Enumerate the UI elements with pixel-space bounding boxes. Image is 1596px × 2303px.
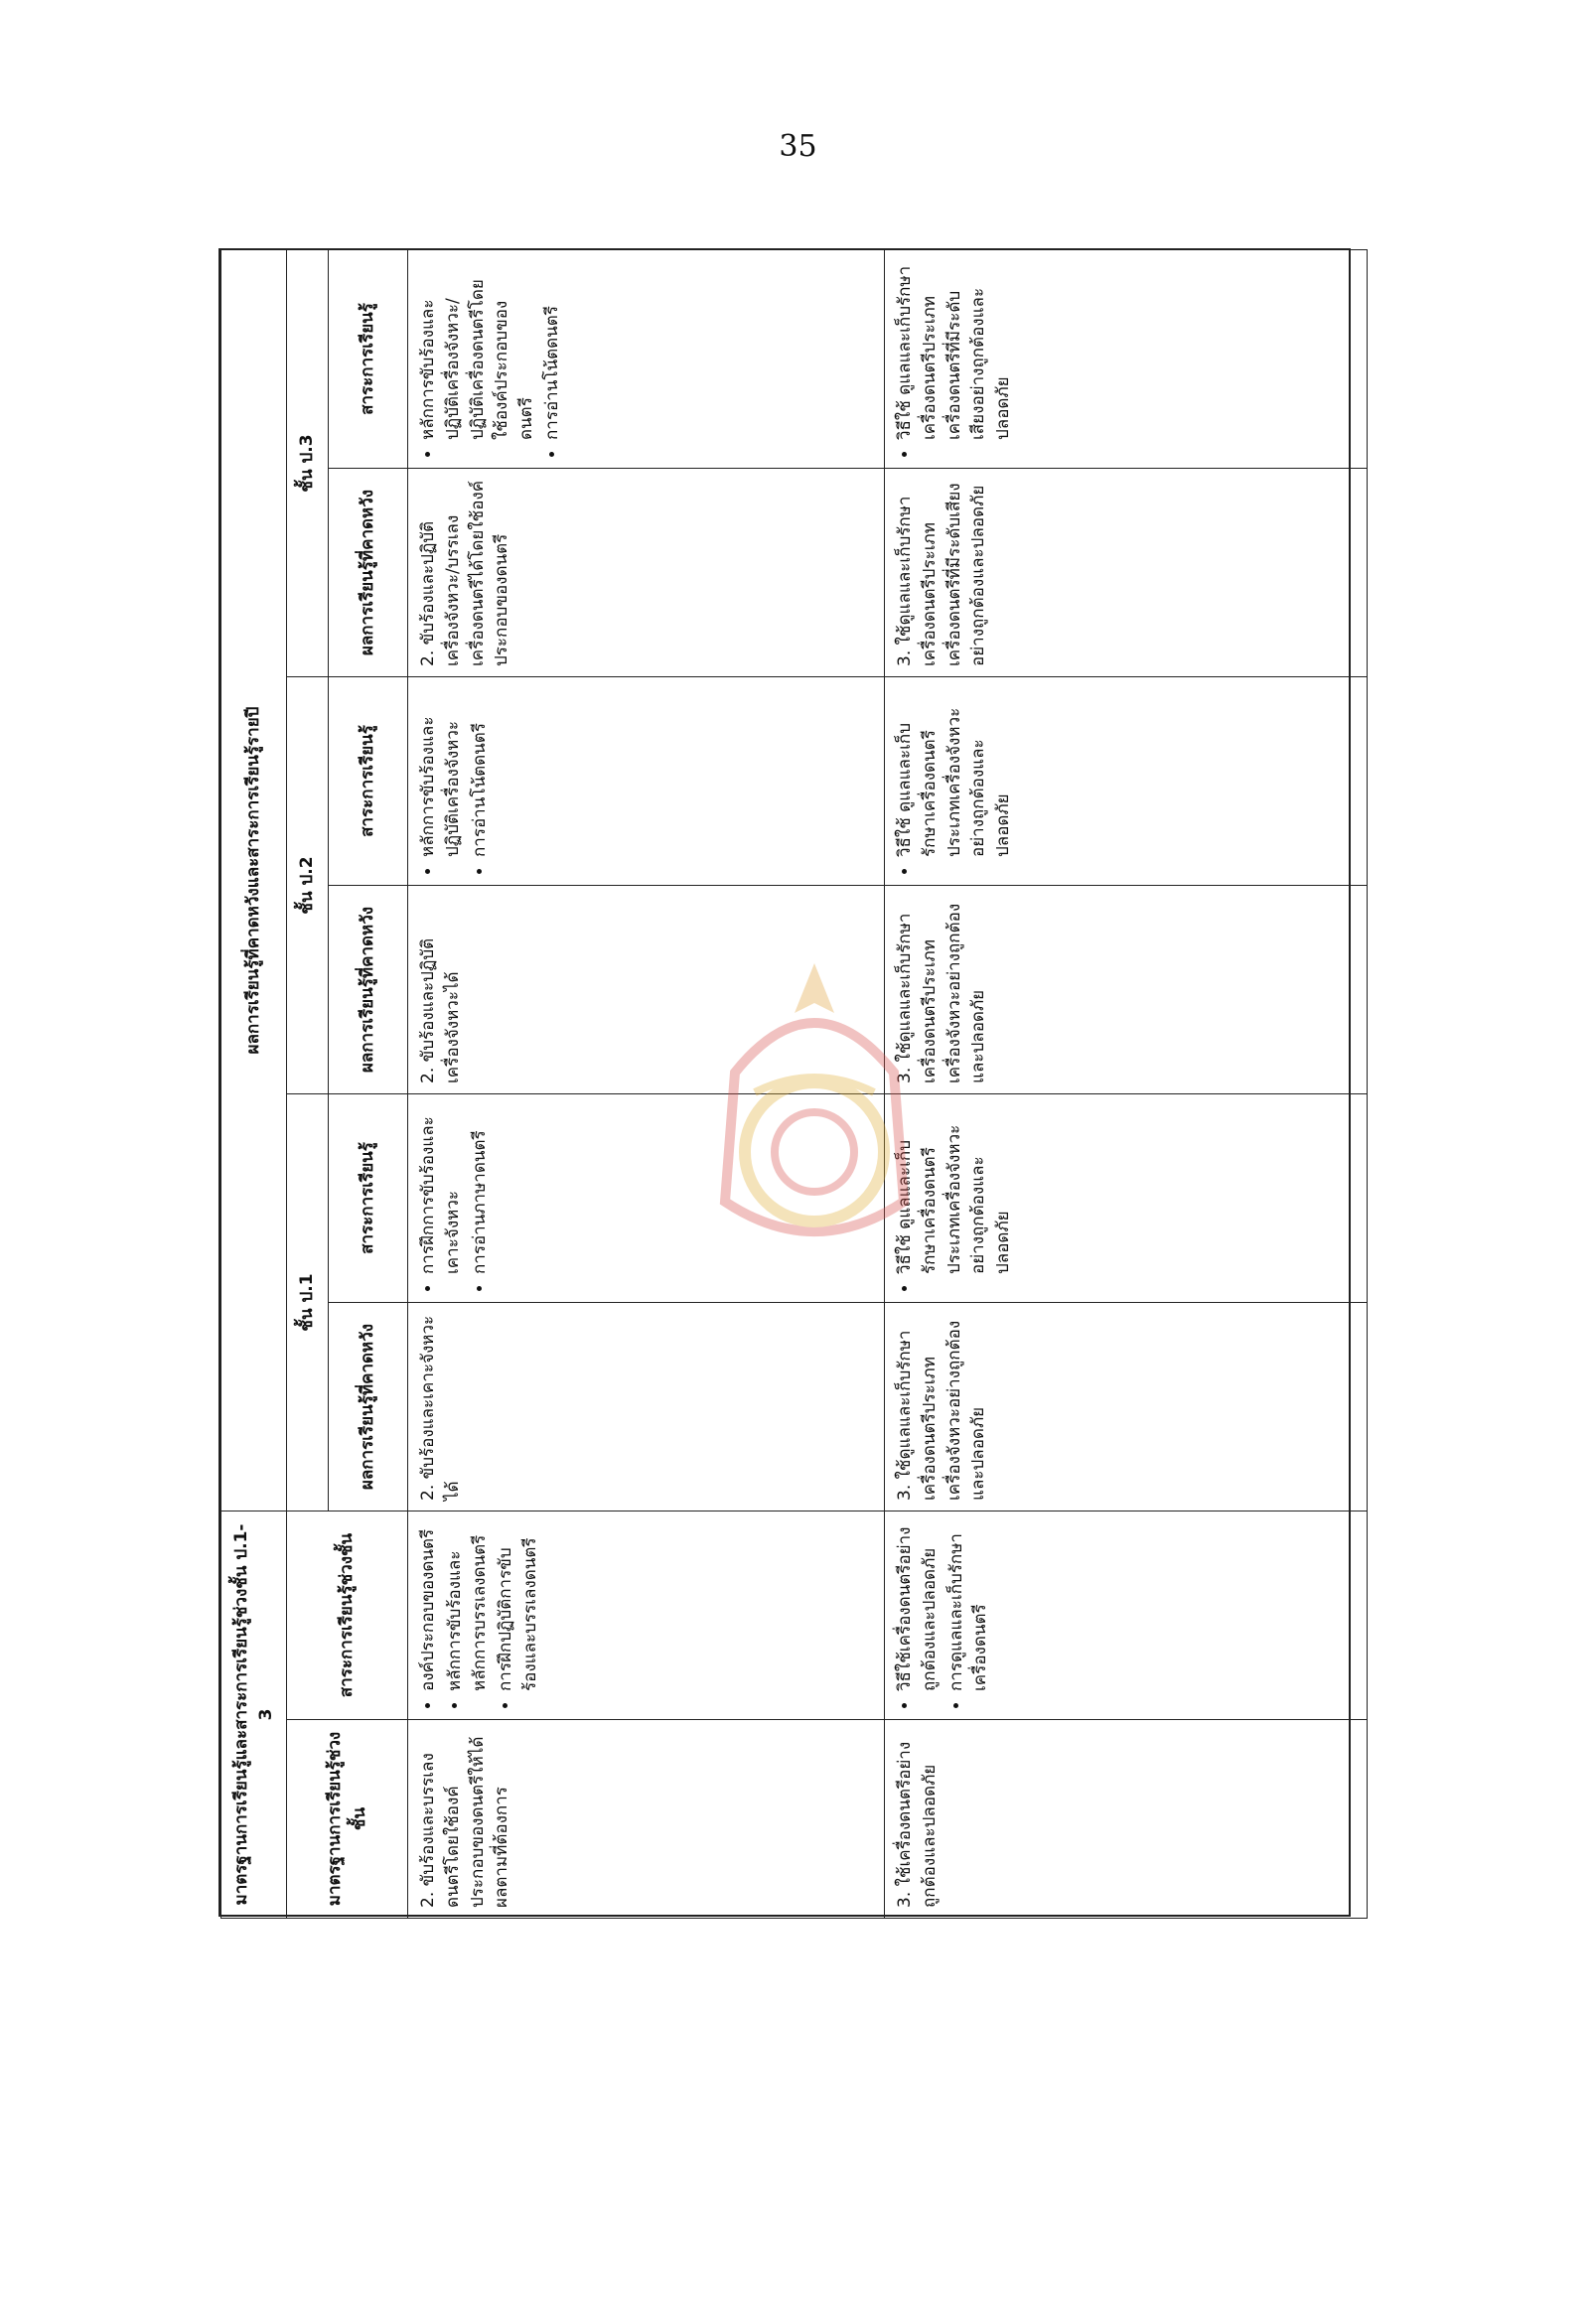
list-item: • หลักการขับร้องและปฏิบัติเครื่องจังหวะ xyxy=(416,687,465,857)
list-item: • การอ่านโน้ตดนตรี xyxy=(468,687,493,857)
p2-content-header: สาระการเรียนรู้ xyxy=(329,677,408,886)
p3-content-cell xyxy=(408,250,885,469)
standard-group-header: มาตรฐานการเรียนรู้และสาระการเรียนรู้ช่วงชั้น ป.1-3 xyxy=(221,1511,287,1919)
grade-p2-header: ชั้น ป.2 xyxy=(287,677,329,1094)
p3-content-cell xyxy=(885,250,1368,469)
p1-content-cell xyxy=(885,1094,1368,1303)
p3-outcome-cell: 2. ขับร้องและปฏิบัติเครื่องจังหวะ/บรรเลงเครื่องดนตรีได้โดยใช้องค์ประกอบของดนตรี xyxy=(408,469,885,677)
table-row xyxy=(885,250,1368,1919)
col-standard-content-header: สาระการเรียนรู้ช่วงชั้น xyxy=(287,1511,408,1720)
p1-outcome-cell: 3. ใช้ดูแลและเก็บรักษาเครื่องดนตรีประเภทเครื่องจังหวะอย่างถูกต้องและปลอดภัย xyxy=(885,1303,1368,1511)
page-number: 35 xyxy=(779,129,817,164)
list-item: • วิธีใช้ ดูแลและเก็บรักษาเครื่องดนตรีประเภทเครื่องจังหวะอย่างถูกต้องและปลอดภัย xyxy=(893,687,1015,857)
grade-p1-header: ชั้น ป.1 xyxy=(287,1094,329,1511)
emblem-watermark-icon xyxy=(695,953,934,1271)
p2-outcome-cell: 3. ใช้ดูแลและเก็บรักษาเครื่องดนตรีประเภทเครื่องจังหวะอย่างถูกต้องและปลอดภัย xyxy=(885,886,1368,1094)
standard-content-cell xyxy=(885,1511,1368,1720)
p2-content-cell xyxy=(885,677,1368,886)
p1-outcome-cell: 2. ขับร้องและเคาะจังหวะได้ xyxy=(408,1303,885,1511)
grade-p3-header: ชั้น ป.3 xyxy=(287,250,329,677)
col-standard-header: มาตรฐานการเรียนรู้ช่วงชั้น xyxy=(287,1720,408,1919)
list-item: • วิธีใช้ ดูแลและเก็บรักษาเครื่องดนตรีประเภทเครื่องดนตรีที่มีระดับเสียงอย่างถูกต้องและปลอดภัย xyxy=(893,260,1015,440)
list-item: • การอ่านภาษาดนตรี xyxy=(468,1104,493,1274)
p1-outcome-header: ผลการเรียนรู้ที่คาดหวัง xyxy=(329,1303,408,1511)
list-item: • การดูแลและเก็บรักษาเครื่องดนตรี xyxy=(944,1521,993,1691)
p2-outcome-cell: 2. ขับร้องและปฏิบัติเครื่องจังหวะได้ xyxy=(408,886,885,1094)
standard-cell: 2. ขับร้องและบรรเลงดนตรีโดยใช้องค์ประกอบของดนตรีให้ได้ผลตามที่ต้องการ xyxy=(408,1720,885,1919)
p2-outcome-header: ผลการเรียนรู้ที่คาดหวัง xyxy=(329,886,408,1094)
standard-content-cell xyxy=(408,1511,885,1720)
list-item: • วิธีใช้เครื่องดนตรีอย่างถูกต้องและปลอดภัย xyxy=(893,1521,942,1691)
outcome-group-header: ผลการเรียนรู้ที่คาดหวังและสาระการเรียนรู้รายปี xyxy=(221,250,287,1511)
p3-outcome-cell: 3. ใช้ดูแลและเก็บรักษาเครื่องดนตรีประเภทเครื่องดนตรีที่มีระดับเสียงอย่างถูกต้องและปลอดภัย xyxy=(885,469,1368,677)
p3-outcome-header: ผลการเรียนรู้ที่คาดหวัง xyxy=(329,469,408,677)
list-item: • วิธีใช้ ดูแลและเก็บรักษาเครื่องดนตรีประเภทเครื่องจังหวะอย่างถูกต้องและปลอดภัย xyxy=(893,1104,1015,1274)
list-item: • การฝึกการขับร้องและเคาะจังหวะ xyxy=(416,1104,465,1274)
p3-content-header: สาระการเรียนรู้ xyxy=(329,250,408,469)
p2-content-cell xyxy=(408,677,885,886)
list-item: • หลักการขับร้องและปฏิบัติเครื่องจังหวะ/ปฏิบัติเครื่องดนตรีโดยใช้องค์ประกอบของดนตรี xyxy=(416,260,538,440)
list-item: • หลักการขับร้องและหลักการบรรเลงดนตรี xyxy=(443,1521,492,1691)
list-item: • การฝึกปฏิบัติการขับร้องและบรรเลงดนตรี xyxy=(494,1521,542,1691)
list-item: • การอ่านโน้ตดนตรี xyxy=(540,260,565,440)
standard-cell: 3. ใช้เครื่องดนตรีอย่างถูกต้องและปลอดภัย xyxy=(885,1720,1368,1919)
p1-content-header: สาระการเรียนรู้ xyxy=(329,1094,408,1303)
list-item: • องค์ประกอบของดนตรี xyxy=(416,1521,441,1691)
